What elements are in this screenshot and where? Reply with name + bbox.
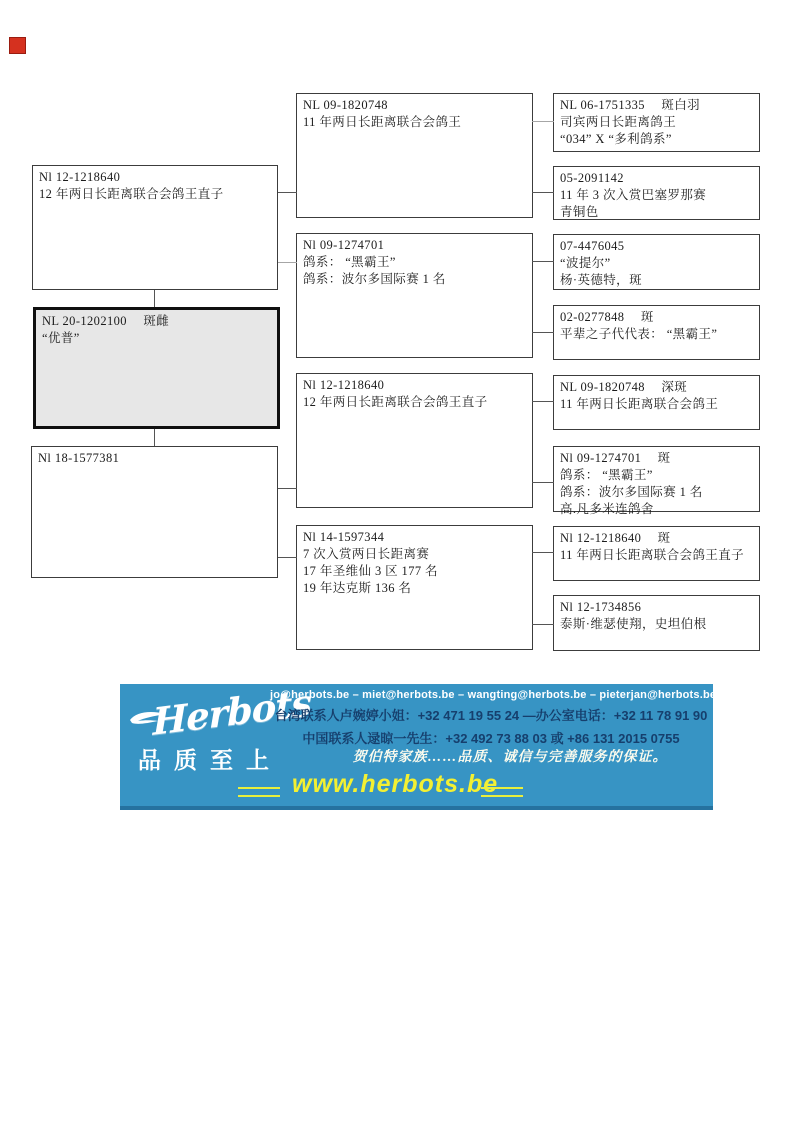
- pedigree-box-mm: [296, 525, 533, 650]
- box-text-line: “034” X “多利鸽系”: [560, 132, 672, 146]
- pedigree-box-ff: [296, 93, 533, 218]
- banner-slogan: 贺伯特家族……品质、诚信与完善服务的保证。: [352, 750, 668, 765]
- pedigree-box-mf: [296, 373, 533, 508]
- ring-number: Nl 09-1274701 斑: [560, 451, 671, 465]
- box-text-line: 平辈之子代代表： “黑霸王”: [560, 327, 718, 341]
- ring-number: Nl 14-1597344: [303, 530, 385, 544]
- connector-line: [532, 192, 554, 193]
- pedigree-box-fm: [296, 233, 533, 358]
- ring-number: Nl 12-1218640: [39, 170, 121, 184]
- herbots-banner: [120, 680, 717, 810]
- connector-line: [532, 401, 554, 402]
- box-text-line: 11 年两日长距离联合会鸽王直子: [560, 548, 745, 562]
- connector-line: [278, 262, 297, 263]
- pedigree-box-father: [32, 165, 278, 290]
- connector-line: [154, 290, 155, 307]
- pedigree-box-ffm: [553, 166, 760, 220]
- ring-number: Nl 12-1218640: [303, 378, 385, 392]
- pedigree-box-fmm: [553, 305, 760, 360]
- ring-number: NL 09-1820748 深斑: [560, 380, 688, 394]
- connector-line: [532, 121, 554, 122]
- banner-emails: jo@herbots.be – miet@herbots.be – wangting@herbots.be – pieterjan@herbots.be: [270, 689, 717, 701]
- connector-line: [278, 192, 297, 193]
- pedigree-box-fmf: [553, 234, 760, 290]
- box-text-line: 高.凡多米连鸽舍: [560, 502, 654, 516]
- ring-number: NL 20-1202100 斑雌: [42, 314, 170, 328]
- connector-line: [278, 557, 297, 558]
- box-text-line: 11 年 3 次入赏巴塞罗那赛: [560, 188, 707, 202]
- red-square-marker: [9, 37, 26, 54]
- ring-number: Nl 09-1274701: [303, 238, 385, 252]
- connector-line: [532, 624, 554, 625]
- ring-number: NL 09-1820748: [303, 98, 388, 112]
- box-text-line: 12 年两日长距离联合会鸽王直子: [303, 395, 488, 409]
- ring-number: Nl 12-1734856: [560, 600, 642, 614]
- pedigree-box-mff: [553, 375, 760, 430]
- connector-line: [532, 552, 554, 553]
- pedigree-box-mother: [31, 446, 278, 578]
- ring-number: Nl 18-1577381: [38, 451, 120, 465]
- connector-line: [154, 429, 155, 446]
- box-text-line: 杨·英德特，斑: [560, 273, 642, 287]
- box-text-line: 鸽系：波尔多国际赛 1 名: [560, 485, 703, 499]
- box-text-line: 司宾两日长距离鸽王: [560, 115, 677, 129]
- box-text-line: 青铜色: [560, 205, 599, 219]
- box-text-line: 11 年两日长距离联合会鸽王: [560, 397, 719, 411]
- pedigree-box-fff: [553, 93, 760, 152]
- connector-line: [278, 488, 297, 489]
- ring-number: 05-2091142: [560, 171, 624, 185]
- box-text-line: 17 年圣维仙 3 区 177 名: [303, 564, 438, 578]
- banner-contact-block: [270, 689, 717, 747]
- ring-number: 02-0277848 斑: [560, 310, 654, 324]
- box-text-line: 11 年两日长距离联合会鸽王: [303, 115, 462, 129]
- box-text-line: 7 次入赏两日长距离赛: [303, 547, 430, 561]
- box-text-line: “波提尔”: [560, 256, 611, 270]
- banner-china-contact: 中国联系人逯晾一先生：+32 492 73 88 03 或 +86 131 2015 0755: [302, 731, 680, 746]
- connector-line: [532, 261, 554, 262]
- ring-number: 07-4476045: [560, 239, 625, 253]
- logo-wordmark: Herbots: [152, 680, 312, 744]
- banner-url: www.herbots.be: [292, 770, 499, 798]
- box-text-line: 泰斯·维瑟使翔，史坦伯根: [560, 617, 707, 631]
- double-line-decoration: [481, 787, 523, 797]
- ring-number: NL 06-1751335 斑白羽: [560, 98, 701, 112]
- connector-line: [532, 482, 554, 483]
- ring-number: Nl 12-1218640 斑: [560, 531, 671, 545]
- pedigree-box-mmf: [553, 526, 760, 581]
- banner-taiwan-contact: 台湾联系人卢婉婷小姐：+32 471 19 55 24 —办公室电话：+32 11 78 91 90: [274, 708, 708, 723]
- box-text-line: 鸽系： “黑霸王”: [303, 255, 396, 269]
- pedigree-box-mmm: [553, 595, 760, 651]
- banner-tagline: 品质至上: [138, 747, 282, 773]
- box-text-line: 鸽系：波尔多国际赛 1 名: [303, 272, 446, 286]
- double-line-decoration: [238, 787, 280, 797]
- box-text-line: 19 年达克斯 136 名: [303, 581, 412, 595]
- box-text-line: 鸽系： “黑霸王”: [560, 468, 653, 482]
- box-text-line: 12 年两日长距离联合会鸽王直子: [39, 187, 224, 201]
- pigeon-name: “优普”: [42, 331, 80, 345]
- pedigree-box-mfm: [553, 446, 760, 516]
- connector-line: [532, 332, 554, 333]
- pedigree-box-subject: [33, 307, 280, 429]
